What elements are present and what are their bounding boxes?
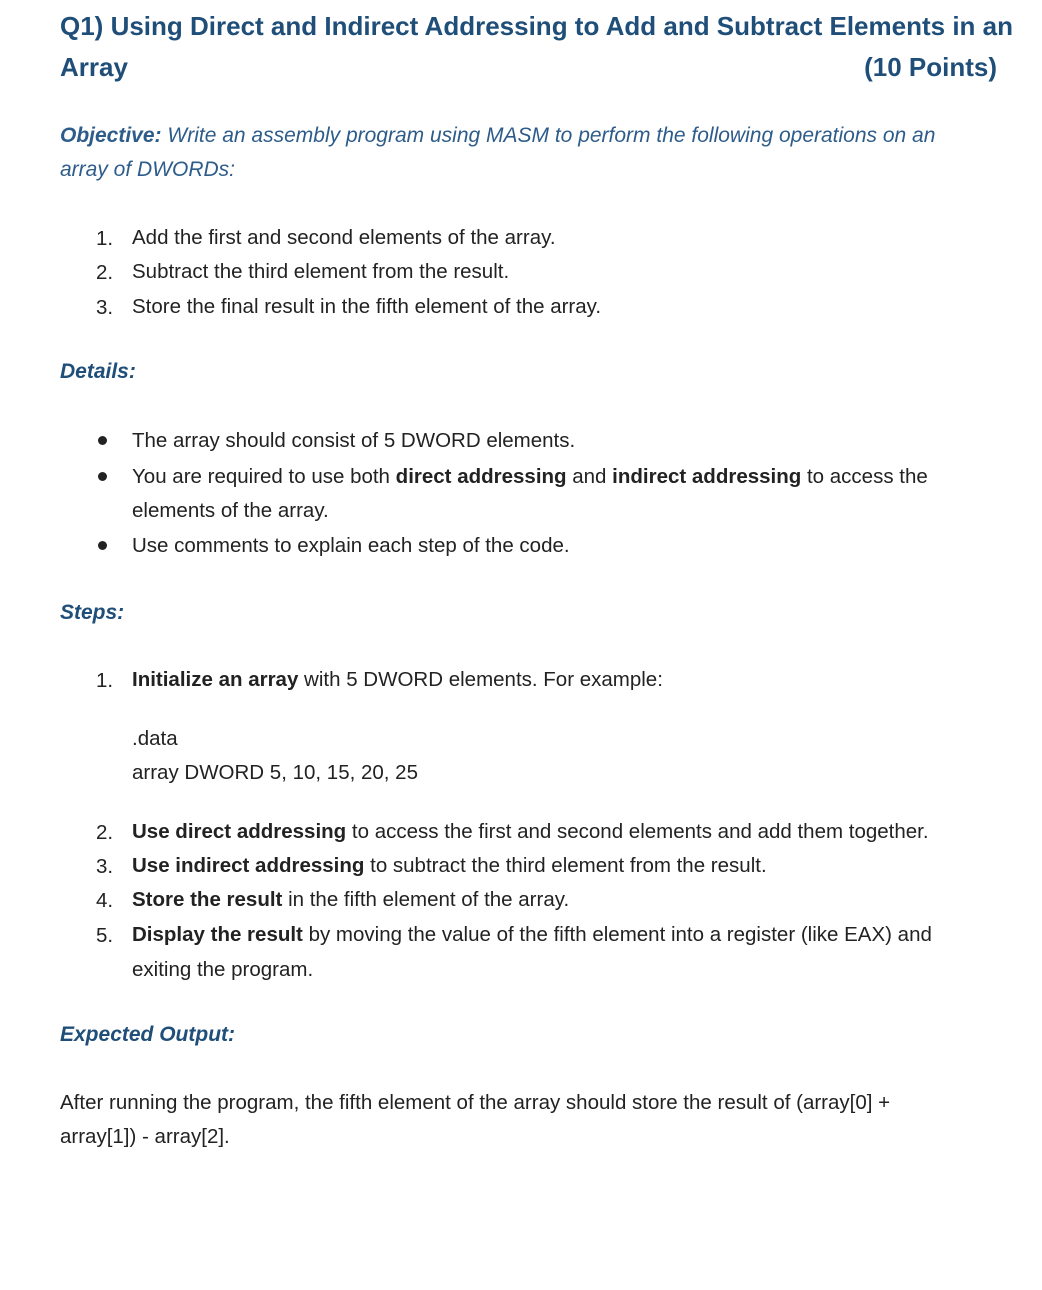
expected-output-heading: Expected Output: xyxy=(60,1023,236,1046)
details-bullet-2 xyxy=(132,460,928,494)
operation-item: Store the final result in the fifth element of the array. xyxy=(132,295,602,318)
step-3 xyxy=(132,849,767,883)
operation-number: 3. xyxy=(96,296,114,319)
code-line-2: array DWORD 5, 10, 15, 20, 25 xyxy=(132,761,418,784)
step-5-continued: exiting the program. xyxy=(132,958,314,981)
points-label: (10 Points) xyxy=(864,52,997,82)
operation-number: 2. xyxy=(96,261,114,284)
objective-line-1 xyxy=(60,119,935,153)
details-bullet-2-continued: elements of the array. xyxy=(132,499,329,522)
step-number: 4. xyxy=(96,889,114,912)
bold-run: Store the result xyxy=(132,888,283,911)
bold-run: direct addressing xyxy=(395,465,567,488)
text-run: with 5 DWORD elements. For example: xyxy=(298,668,663,691)
step-number: 5. xyxy=(96,924,114,947)
text-run: by moving the value of the fifth element into a register (like EAX) and xyxy=(302,923,932,946)
bold-run: Use indirect addressing xyxy=(132,854,365,877)
code-line-1: .data xyxy=(132,727,178,750)
details-bullet-1: The array should consist of 5 DWORD elements. xyxy=(132,429,576,452)
expected-output-line-1: After running the program, the fifth element of the array should store the result of (array[0] + xyxy=(60,1091,891,1114)
step-1 xyxy=(132,663,663,697)
bullet-icon xyxy=(98,472,107,481)
title-line-1: Q1) Using Direct and Indirect Addressing to Add and Subtract Elements in an xyxy=(60,11,1013,41)
bold-run: Display the result xyxy=(132,923,303,946)
operation-number: 1. xyxy=(96,227,114,250)
text-run: and xyxy=(566,465,613,488)
text-run: to subtract the third element from the result. xyxy=(364,854,767,877)
objective-text: Write an assembly program using MASM to perform the following operations on an xyxy=(167,124,936,147)
step-number: 1. xyxy=(96,669,114,692)
operation-item: Add the first and second elements of the array. xyxy=(132,226,556,249)
text-run: in the fifth element of the array. xyxy=(282,888,570,911)
steps-heading: Steps: xyxy=(60,601,125,624)
bullet-icon xyxy=(98,436,107,445)
step-4 xyxy=(132,883,569,917)
bold-run: Use direct addressing xyxy=(132,820,347,843)
bullet-icon xyxy=(98,541,107,550)
objective-label: Objective: xyxy=(60,124,162,147)
step-number: 3. xyxy=(96,855,114,878)
step-5 xyxy=(132,918,932,952)
step-2 xyxy=(132,815,929,849)
objective-line-2: array of DWORDs: xyxy=(60,158,236,181)
question-title xyxy=(60,6,1013,47)
expected-output-line-2: array[1]) - array[2]. xyxy=(60,1125,230,1148)
details-heading: Details: xyxy=(60,360,136,383)
text-run: to access the first and second elements and add them together. xyxy=(346,820,929,843)
bold-run: Initialize an array xyxy=(132,668,299,691)
title-line-2: Array xyxy=(60,52,128,82)
details-bullet-3: Use comments to explain each step of the code. xyxy=(132,534,570,557)
text-run: You are required to use both xyxy=(132,465,396,488)
operation-item: Subtract the third element from the result. xyxy=(132,260,510,283)
step-number: 2. xyxy=(96,821,114,844)
text-run: to access the xyxy=(801,465,928,488)
bold-run: indirect addressing xyxy=(612,465,802,488)
